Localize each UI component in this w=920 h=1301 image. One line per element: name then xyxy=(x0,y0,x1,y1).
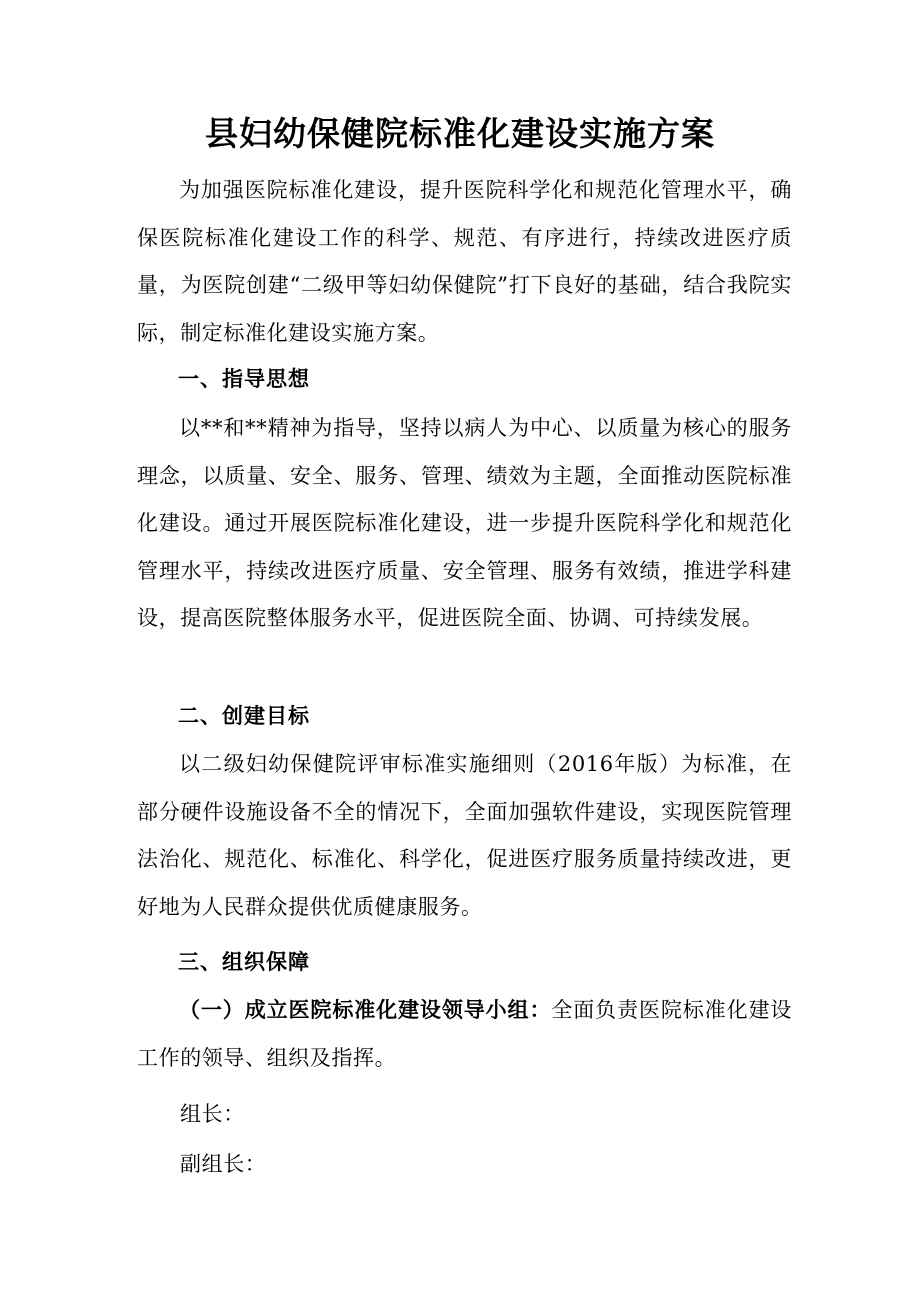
group-leader-line: 组长： xyxy=(180,1102,245,1126)
section-heading-guiding-ideology: 一、指导思想 xyxy=(178,367,310,391)
guiding-ideology-paragraph: 以**和**精神为指导，坚持以病人为中心、以质量为核心的服务理念，以质量、安全、服务、管理、绩效为主题，全面推动医院标准化建设。通过开展医院标准化建设，进一步提升医院科学化和规范化管理水平，持续改进医疗质量、安全管理、服务有效绩，推进学科建设，提高医院整体服务水平，促进医院全面、协调、可持续发展。 xyxy=(137,416,792,630)
document-title: 县妇幼保健院标准化建设实施方案 xyxy=(205,114,715,153)
section-heading-organization: 三、组织保障 xyxy=(178,950,310,974)
deputy-leader-line: 副组长： xyxy=(180,1152,267,1176)
leadership-group-title: （一）成立医院标准化建设领导小组： xyxy=(179,998,552,1022)
section-heading-goals: 二、创建目标 xyxy=(178,704,310,728)
goals-paragraph: 以二级妇幼保健院评审标准实施细则（2016年版）为标准，在部分硬件设施设备不全的情况下，全面加强软件建设，实现医院管理法治化、规范化、标准化、科学化，促进医疗服务质量持续改进，更好地为人民群众提供优质健康服务。 xyxy=(137,752,792,919)
intro-paragraph: 为加强医院标准化建设，提升医院科学化和规范化管理水平，确保医院标准化建设工作的科学、规范、有序进行，持续改进医疗质量，为医院创建“二级甲等妇幼保健院”打下良好的基础，结合我院实际，制定标准化建设实施方案。 xyxy=(137,178,792,345)
leadership-group-description: 全面负责医院标准化建设工作的领导、组织及指挥。 xyxy=(137,998,792,1070)
leadership-group-paragraph xyxy=(137,987,792,1082)
